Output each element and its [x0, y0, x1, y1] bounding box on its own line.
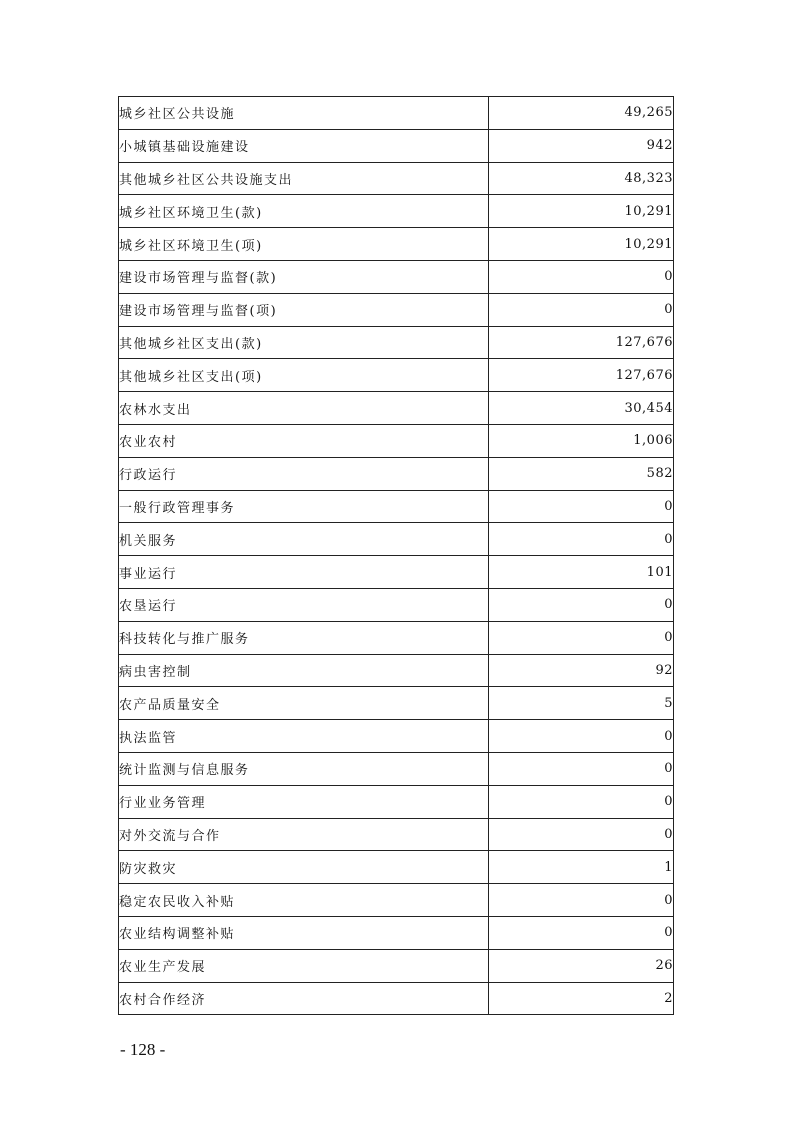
item-name: 农垦运行: [119, 599, 178, 615]
item-name-cell: [119, 588, 489, 621]
item-amount: 1,006: [489, 424, 674, 457]
item-name-cell: [119, 162, 489, 195]
table-row: [119, 687, 674, 720]
table-row: [119, 523, 674, 556]
item-amount: 127,676: [489, 326, 674, 359]
item-name-cell: [119, 392, 489, 425]
table-row: [119, 129, 674, 162]
table-row: [119, 654, 674, 687]
item-name-cell: [119, 359, 489, 392]
item-name-cell: [119, 687, 489, 720]
table-row: [119, 326, 674, 359]
item-name: 防灾救灾: [119, 861, 178, 877]
item-name: 城乡社区环境卫生(项): [119, 238, 263, 254]
item-name-cell: [119, 556, 489, 589]
item-amount: 92: [489, 654, 674, 687]
table-row: [119, 195, 674, 228]
item-name: 稳定农民收入补贴: [119, 894, 236, 910]
table-row: [119, 556, 674, 589]
item-name-cell: [119, 457, 489, 490]
budget-table-body: [119, 97, 674, 1015]
item-name: 农林水支出: [119, 402, 192, 418]
item-name-cell: [119, 129, 489, 162]
item-amount: 0: [489, 293, 674, 326]
table-row: [119, 392, 674, 425]
table-row: [119, 884, 674, 917]
item-name-cell: [119, 720, 489, 753]
table-row: [119, 228, 674, 261]
item-amount: 5: [489, 687, 674, 720]
item-name-cell: [119, 818, 489, 851]
table-row: [119, 916, 674, 949]
item-name: 其他城乡社区支出(项): [119, 369, 263, 385]
item-amount: 0: [489, 588, 674, 621]
item-name: 农业农村: [119, 435, 178, 451]
item-amount: 0: [489, 818, 674, 851]
item-name-cell: [119, 293, 489, 326]
item-amount: 0: [489, 884, 674, 917]
table-row: [119, 293, 674, 326]
item-amount: 0: [489, 785, 674, 818]
item-amount: 48,323: [489, 162, 674, 195]
budget-table: [118, 96, 674, 1015]
item-name: 对外交流与合作: [119, 828, 221, 844]
item-name: 农业结构调整补贴: [119, 927, 236, 943]
page-number: - 128 -: [120, 1040, 166, 1059]
item-name-cell: [119, 97, 489, 130]
item-name: 小城镇基础设施建设: [119, 140, 250, 156]
item-name-cell: [119, 490, 489, 523]
table-row: [119, 359, 674, 392]
table-row: [119, 720, 674, 753]
table-row: [119, 818, 674, 851]
item-amount: 1: [489, 851, 674, 884]
table-row: [119, 621, 674, 654]
item-amount: 10,291: [489, 228, 674, 261]
table-row: [119, 424, 674, 457]
table-row: [119, 982, 674, 1015]
item-amount: 0: [489, 260, 674, 293]
item-amount: 10,291: [489, 195, 674, 228]
table-row: [119, 97, 674, 130]
item-name-cell: [119, 326, 489, 359]
item-name-cell: [119, 260, 489, 293]
item-name-cell: [119, 523, 489, 556]
item-amount: 942: [489, 129, 674, 162]
item-name: 机关服务: [119, 533, 178, 549]
item-name: 科技转化与推广服务: [119, 632, 250, 648]
item-name: 农村合作经济: [119, 992, 207, 1008]
item-amount: 30,454: [489, 392, 674, 425]
table-row: [119, 949, 674, 982]
table-row: [119, 457, 674, 490]
item-name: 一般行政管理事务: [119, 500, 236, 516]
item-name: 病虫害控制: [119, 664, 192, 680]
item-name-cell: [119, 424, 489, 457]
item-amount: 0: [489, 916, 674, 949]
item-amount: 127,676: [489, 359, 674, 392]
item-name-cell: [119, 228, 489, 261]
table-row: [119, 490, 674, 523]
item-name-cell: [119, 785, 489, 818]
item-amount: 0: [489, 621, 674, 654]
item-name-cell: [119, 654, 489, 687]
item-name: 农产品质量安全: [119, 697, 221, 713]
table-row: [119, 785, 674, 818]
item-amount: 0: [489, 523, 674, 556]
item-name-cell: [119, 195, 489, 228]
item-name: 行政运行: [119, 468, 178, 484]
item-amount: 101: [489, 556, 674, 589]
item-amount: 2: [489, 982, 674, 1015]
item-amount: 26: [489, 949, 674, 982]
item-name-cell: [119, 949, 489, 982]
item-amount: 49,265: [489, 97, 674, 130]
item-amount: 0: [489, 720, 674, 753]
table-row: [119, 752, 674, 785]
item-name-cell: [119, 982, 489, 1015]
item-name-cell: [119, 851, 489, 884]
item-name-cell: [119, 916, 489, 949]
item-name: 农业生产发展: [119, 960, 207, 976]
item-amount: 0: [489, 752, 674, 785]
item-amount: 0: [489, 490, 674, 523]
item-name: 统计监测与信息服务: [119, 763, 250, 779]
table-row: [119, 851, 674, 884]
item-name: 建设市场管理与监督(项): [119, 304, 278, 320]
item-name: 其他城乡社区公共设施支出: [119, 172, 294, 188]
item-name: 事业运行: [119, 566, 178, 582]
item-name-cell: [119, 884, 489, 917]
item-name: 行业业务管理: [119, 796, 207, 812]
item-name: 城乡社区环境卫生(款): [119, 205, 263, 221]
item-name: 其他城乡社区支出(款): [119, 336, 263, 352]
item-name-cell: [119, 752, 489, 785]
item-amount: 582: [489, 457, 674, 490]
table-row: [119, 588, 674, 621]
item-name: 执法监管: [119, 730, 178, 746]
item-name-cell: [119, 621, 489, 654]
table-row: [119, 162, 674, 195]
table-row: [119, 260, 674, 293]
item-name: 建设市场管理与监督(款): [119, 271, 278, 287]
item-name: 城乡社区公共设施: [119, 107, 236, 123]
